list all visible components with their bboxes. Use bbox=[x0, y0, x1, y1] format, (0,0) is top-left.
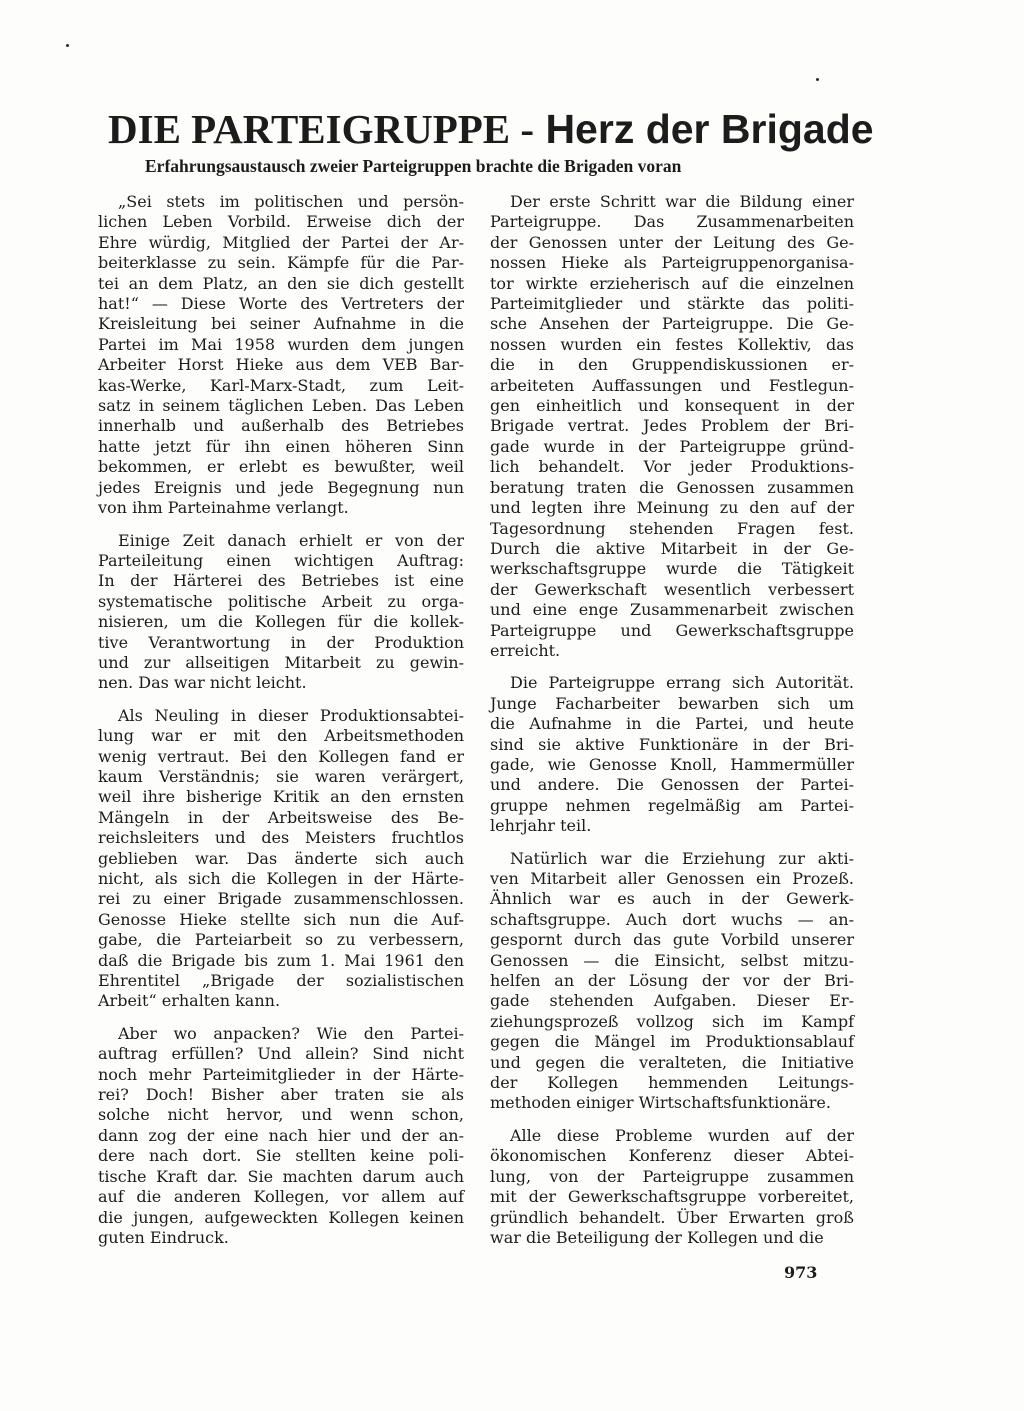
print-speck bbox=[66, 44, 69, 47]
text-line: nicht, als sich die Kollegen in der Härte- bbox=[98, 869, 464, 888]
text-line: jedes Ereignis und jede Begegnung nun bbox=[98, 477, 464, 497]
text-line: Ehre würdig, Mitglied der Partei der Ar- bbox=[98, 232, 464, 252]
text-line: tische Kraft dar. Sie machten darum auch bbox=[98, 1166, 464, 1186]
text-line: nossen wurden ein festes Kollektiv, das bbox=[490, 334, 854, 354]
text-line: von ihm Parteinahme verlangt. bbox=[98, 498, 349, 518]
text-line: gruppe nehmen regelmäßig am Partei- bbox=[490, 795, 854, 815]
text-line: rei zu einer Brigade zusammenschlossen. bbox=[98, 889, 464, 909]
text-line: sche Ansehen der Parteigruppe. Die Ge- bbox=[490, 314, 854, 334]
text-line: daß die Brigade bis zum 1. Mai 1961 den bbox=[98, 950, 464, 970]
text-line: Kreisleitung bei seiner Aufnahme in die bbox=[98, 314, 464, 334]
text-line: rei? Doch! Bisher aber traten sie als bbox=[98, 1085, 464, 1105]
text-line: solche nicht hervor, und wenn schon, bbox=[98, 1105, 464, 1125]
text-line: Parteimitglieder und stärkte das politi- bbox=[490, 294, 854, 314]
text-line: Parteigruppe und Gewerkschaftsgruppe bbox=[490, 620, 854, 640]
text-line: nisieren, um die Kollegen für die kollek- bbox=[98, 612, 464, 632]
text-line: Natürlich war die Erziehung zur akti- bbox=[510, 848, 854, 868]
text-line: erreicht. bbox=[490, 640, 561, 660]
text-line: Der erste Schritt war die Bildung einer bbox=[510, 192, 854, 211]
text-line: dere nach dort. Sie stellten keine poli- bbox=[98, 1146, 464, 1166]
text-line: In der Härterei des Betriebes ist eine bbox=[98, 571, 464, 591]
text-line: Aber wo anpacken? Wie den Partei- bbox=[118, 1023, 464, 1043]
article-subheadline: Erfahrungsaustausch zweier Parteigruppen brachte die Brigaden voran bbox=[145, 156, 682, 176]
text-line: innerhalb und außerhalb des Betriebes bbox=[98, 416, 464, 436]
text-line: der Kollegen hemmenden Leitungs- bbox=[490, 1073, 854, 1093]
text-line: Arbeiter Horst Hieke aus dem VEB Bar- bbox=[98, 355, 464, 375]
paragraph bbox=[98, 531, 464, 694]
text-line: schaftsgruppe. Auch dort wuchs — an- bbox=[490, 909, 854, 929]
text-line: kas-Werke, Karl-Marx-Stadt, zum Leit- bbox=[98, 375, 464, 395]
headline-main: Herz der Brigade bbox=[545, 106, 874, 152]
text-line: Genosse Hieke stellte sich nun die Auf- bbox=[98, 909, 464, 929]
text-line: die in den Gruppendiskussionen er- bbox=[490, 355, 854, 375]
text-line: Als Neuling in dieser Produktionsabtei- bbox=[118, 705, 464, 725]
text-line: wenig vertraut. Bei den Kollegen fand er bbox=[98, 746, 464, 766]
text-line: ziehungsprozeß vollzog sich im Kampf bbox=[490, 1011, 854, 1031]
text-line: die Aufnahme in die Partei, und heute bbox=[490, 714, 854, 734]
text-line: bekommen, er erlebt es bewußter, weil bbox=[98, 457, 464, 477]
text-line: gade, wie Genosse Knoll, Hammermüller bbox=[490, 754, 854, 774]
text-line: beiterklasse zu sein. Kämpfe für die Par- bbox=[98, 253, 464, 273]
text-line: Die Parteigruppe errang sich Autorität. bbox=[510, 673, 854, 693]
text-line: Alle diese Probleme wurden auf der bbox=[510, 1125, 854, 1145]
text-line: gade stehenden Aufgaben. Dieser Er- bbox=[490, 991, 854, 1011]
text-line: Parteileitung einen wichtigen Auftrag: bbox=[98, 550, 464, 570]
text-line: mit der Gewerkschaftsgruppe vorbereitet, bbox=[490, 1187, 854, 1207]
text-line: Genossen — die Einsicht, selbst mitzu- bbox=[490, 950, 854, 970]
text-line: lich behandelt. Vor jeder Produktions- bbox=[490, 457, 854, 477]
text-line: hatte jetzt für ihn einen höheren Sinn bbox=[98, 436, 464, 456]
text-column-right bbox=[490, 192, 854, 1260]
text-line: gespornt durch das gute Vorbild unserer bbox=[490, 930, 854, 950]
text-line: und gegen die veralteten, die Initiative bbox=[490, 1052, 854, 1072]
text-line: tei an dem Platz, an den sie dich gestellt bbox=[98, 273, 464, 293]
text-line: Parteigruppe. Das Zusammenarbeiten bbox=[490, 212, 854, 232]
text-line: geblieben war. Das änderte sich auch bbox=[98, 848, 464, 868]
paragraph bbox=[490, 849, 854, 1114]
text-line: helfen an der Lösung der vor der Bri- bbox=[490, 971, 854, 991]
paragraph bbox=[490, 1126, 854, 1248]
text-line: gen einheitlich und konsequent in der bbox=[490, 396, 854, 416]
text-line: arbeiteten Auffassungen und Festlegun- bbox=[490, 375, 854, 395]
text-line: die jungen, aufgeweckten Kollegen keinen bbox=[98, 1207, 464, 1227]
text-line: Einige Zeit danach erhielt er von der bbox=[118, 530, 464, 550]
text-line: Durch die aktive Mitarbeit in der Ge- bbox=[490, 538, 854, 558]
paragraph bbox=[490, 192, 854, 661]
text-line: weil ihre bisherige Kritik an den ernsten bbox=[98, 787, 464, 807]
paragraph bbox=[98, 706, 464, 1012]
text-column-left bbox=[98, 192, 464, 1260]
text-line: auf die anderen Kollegen, vor allem auf bbox=[98, 1187, 464, 1207]
text-line: und legten ihre Meinung zu den auf der bbox=[490, 498, 854, 518]
text-line: „Sei stets im politischen und persön- bbox=[118, 192, 464, 211]
text-line: und eine enge Zusammenarbeit zwischen bbox=[490, 600, 854, 620]
text-line: tor wirkte erzieherisch auf die einzelnen bbox=[490, 273, 854, 293]
text-line: Ähnlich war es auch in der Gewerk- bbox=[490, 889, 854, 909]
text-line: nen. Das war nicht leicht. bbox=[98, 673, 307, 693]
text-line: satz in seinem täglichen Leben. Das Leben bbox=[98, 396, 464, 416]
text-line: auftrag erfüllen? Und allein? Sind nicht bbox=[98, 1044, 464, 1064]
text-line: gegen die Mängel im Produktionsablauf bbox=[490, 1032, 854, 1052]
text-line: lehrjahr teil. bbox=[490, 816, 592, 836]
text-line: tive Verantwortung in der Produktion bbox=[98, 632, 464, 652]
paragraph bbox=[98, 192, 464, 519]
text-line: der Genossen unter der Leitung des Ge- bbox=[490, 232, 854, 252]
text-line: lung war er mit den Arbeitsmethoden bbox=[98, 726, 464, 746]
text-line: gade wurde in der Parteigruppe gründ- bbox=[490, 436, 854, 456]
text-line: nossen Hieke als Parteigruppenorganisa- bbox=[490, 253, 854, 273]
text-line: ökonomischen Konferenz dieser Abtei- bbox=[490, 1146, 854, 1166]
text-line: methoden einiger Wirtschaftsfunktionäre. bbox=[490, 1093, 831, 1113]
text-line: sind sie aktive Funktionäre in der Bri- bbox=[490, 734, 854, 754]
text-line: noch mehr Parteimitglieder in der Härte- bbox=[98, 1064, 464, 1084]
text-line: und andere. Die Genossen der Partei- bbox=[490, 775, 854, 795]
text-line: Tagesordnung stehenden Fragen fest. bbox=[490, 518, 854, 538]
text-line: war die Beteiligung der Kollegen und die bbox=[490, 1227, 824, 1247]
paragraph bbox=[98, 1024, 464, 1248]
text-line: reichsleiters und des Meisters fruchtlos bbox=[98, 828, 464, 848]
article-headline bbox=[108, 102, 874, 156]
text-line: gründlich behandelt. Über Erwarten groß bbox=[490, 1207, 854, 1227]
text-line: werkschaftsgruppe wurde die Tätigkeit bbox=[490, 559, 854, 579]
text-line: lung, von der Parteigruppe zusammen bbox=[490, 1166, 854, 1186]
text-line: hat!“ — Diese Worte des Vertreters der bbox=[98, 294, 464, 314]
text-line: Arbeit“ erhalten kann. bbox=[98, 991, 281, 1011]
text-line: und zur allseitigen Mitarbeit zu gewin- bbox=[98, 652, 464, 672]
paragraph bbox=[490, 673, 854, 836]
print-speck bbox=[816, 78, 819, 81]
text-line: Brigade vertrat. Jedes Problem der Bri- bbox=[490, 416, 854, 436]
text-line: dann zog der eine nach hier und der an- bbox=[98, 1125, 464, 1145]
text-line: Partei im Mai 1958 wurden dem jungen bbox=[98, 334, 464, 354]
text-line: Mängeln in der Arbeitsweise des Be- bbox=[98, 807, 464, 827]
text-line: Junge Facharbeiter bewarben sich um bbox=[490, 693, 854, 713]
text-line: kaum Verständnis; sie waren verärgert, bbox=[98, 766, 464, 786]
text-line: der Gewerkschaft wesentlich verbessert bbox=[490, 579, 854, 599]
text-line: Ehrentitel „Brigade der sozialistischen bbox=[98, 971, 464, 991]
page-number: 973 bbox=[784, 1263, 818, 1282]
text-line: beratung traten die Genossen zusammen bbox=[490, 477, 854, 497]
text-line: ven Mitarbeit aller Genossen ein Prozeß. bbox=[490, 869, 854, 888]
text-line: systematische politische Arbeit zu orga- bbox=[98, 591, 464, 611]
text-line: gabe, die Parteiarbeit so zu verbessern, bbox=[98, 930, 464, 950]
text-line: guten Eindruck. bbox=[98, 1227, 229, 1247]
headline-kicker: DIE PARTEIGRUPPE - bbox=[108, 106, 535, 152]
text-line: lichen Leben Vorbild. Erweise dich der bbox=[98, 212, 464, 232]
